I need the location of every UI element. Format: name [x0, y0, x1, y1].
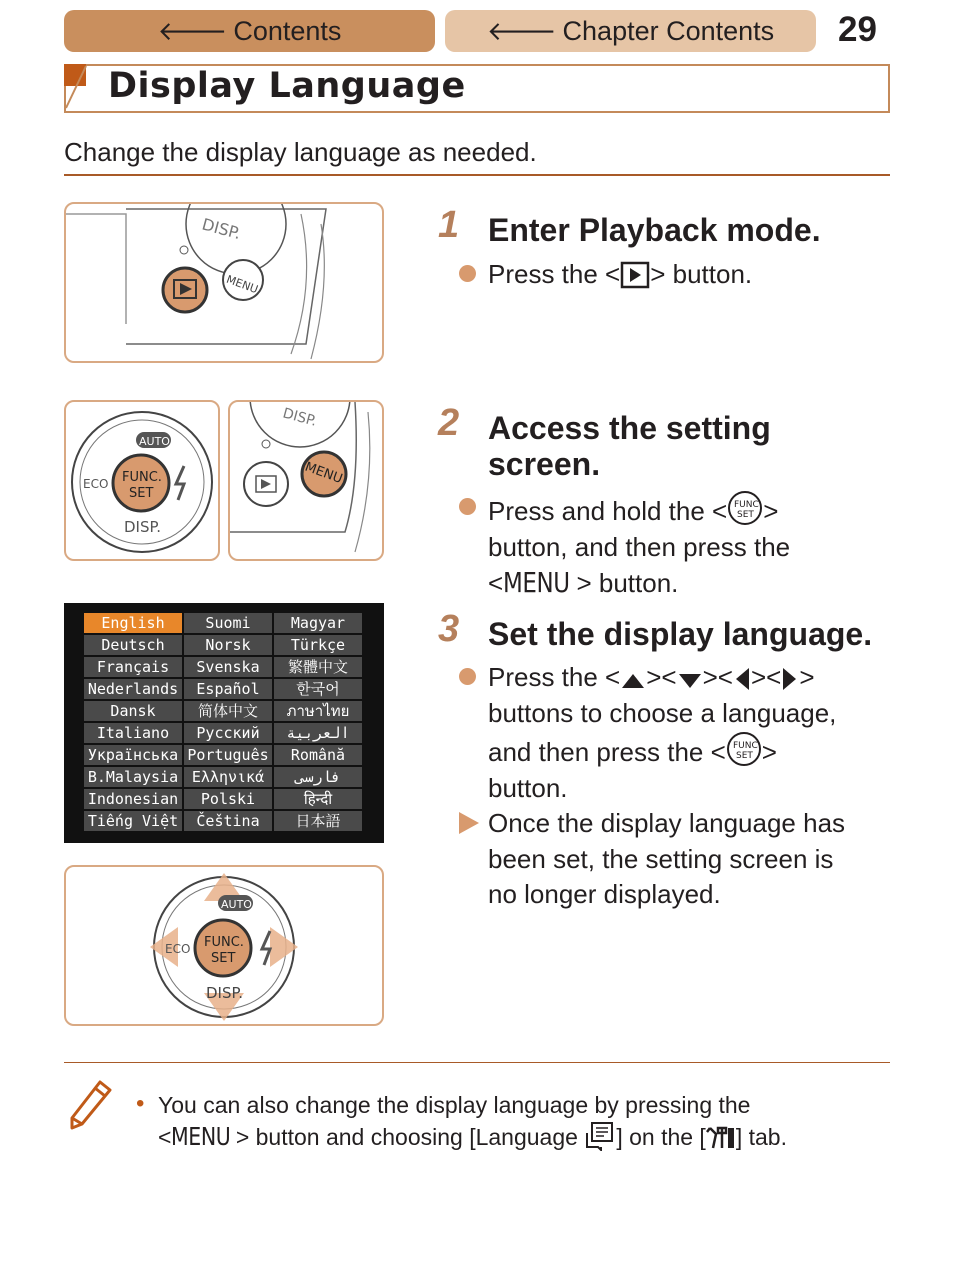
language-option: Deutsch: [101, 636, 165, 654]
bullet-icon: [459, 498, 476, 515]
language-option: B.Malaysia: [87, 768, 179, 786]
svg-text:MENU: MENU: [224, 272, 260, 297]
note-bullet: •: [136, 1090, 145, 1117]
language-option: 日本語: [295, 812, 341, 830]
step-1-number: 1: [438, 204, 460, 246]
disp-label: DISP.: [199, 214, 243, 244]
svg-text:ECO: ECO: [83, 477, 109, 491]
step-3-title: Set the display language.: [488, 616, 873, 652]
language-option: العربية: [286, 724, 350, 742]
contents-tab[interactable]: [64, 10, 435, 52]
svg-text:AUTO: AUTO: [139, 435, 170, 448]
step-3-result: Once the display language has been set, the setting screen is no longer displayed.: [488, 808, 846, 909]
bullet-icon: [459, 265, 476, 282]
arrow-left-icon: 🡐: [157, 15, 228, 46]
language-option: Magyar: [290, 614, 346, 632]
language-icon: [584, 1121, 616, 1151]
language-option: Українська: [87, 746, 179, 764]
bullet-icon: [459, 668, 476, 685]
svg-text:FUNC: FUNC: [732, 741, 758, 751]
svg-text:FUNC.: FUNC.: [122, 470, 162, 485]
arrow-left-icon: 🡐: [486, 15, 557, 46]
svg-text:SET: SET: [737, 510, 755, 520]
camera-playback-illustration: [64, 202, 384, 363]
title-corner-decoration: [64, 64, 104, 112]
language-option: Suomi: [205, 614, 251, 632]
page-number: 29: [838, 10, 877, 49]
arrow-up-icon: [620, 670, 646, 692]
language-option: Русский: [196, 724, 260, 742]
language-option: Español: [196, 680, 260, 698]
svg-text:AUTO: AUTO: [221, 898, 252, 911]
language-option: Čeština: [196, 812, 260, 830]
svg-text:DISP.: DISP.: [124, 518, 161, 536]
language-option: Indonesian: [87, 790, 179, 808]
svg-text:ECO: ECO: [165, 942, 191, 956]
four-way-dial-illustration: [64, 865, 384, 1026]
svg-text:FUNC: FUNC: [734, 500, 759, 510]
divider: [64, 174, 890, 176]
language-option: 繁體中文: [287, 658, 349, 676]
step-3-text: Press the < >< >< >< > buttons to choose a language, and then press the < FUNC SET > button.: [488, 662, 837, 803]
language-option: Svenska: [196, 658, 260, 676]
language-option: Nederlands: [87, 680, 179, 698]
language-option: Română: [290, 746, 346, 764]
page-title: Display Language: [108, 66, 466, 106]
pencil-icon: [66, 1078, 114, 1134]
language-option: Français: [96, 658, 170, 676]
svg-text:SET: SET: [735, 751, 753, 761]
language-option: Türkçe: [290, 636, 346, 654]
chapter-contents-tab[interactable]: [445, 10, 816, 52]
language-selection-screen: [64, 603, 384, 843]
language-option: Dansk: [110, 702, 156, 720]
camera-menu-illustration: [228, 400, 384, 561]
language-option: ภาษาไทย: [286, 702, 350, 720]
svg-text:SET: SET: [211, 951, 236, 966]
language-option: 简体中文: [197, 702, 259, 720]
svg-text:SET: SET: [129, 486, 154, 501]
divider: [64, 1062, 890, 1063]
step-2-number: 2: [438, 402, 460, 444]
chapter-contents-label: Chapter Contents: [562, 15, 775, 46]
intro-text: Change the display language as needed.: [64, 137, 537, 167]
result-arrow-icon: [459, 812, 479, 834]
func-set-dial-illustration: [64, 400, 220, 561]
step-2-text: Press and hold the < FUNC SET > button, and then press the <MENU > button.: [488, 490, 790, 602]
language-option: Ελληνικά: [191, 768, 265, 786]
language-option: Italiano: [96, 724, 170, 742]
arrow-right-icon: [781, 666, 799, 692]
svg-text:FUNC.: FUNC.: [204, 935, 244, 950]
arrow-down-icon: [677, 670, 703, 692]
language-option: English: [101, 614, 165, 632]
svg-text:MENU: MENU: [302, 459, 345, 487]
playback-button-icon: [620, 261, 650, 289]
language-option: 한국어: [296, 680, 340, 698]
func-set-button-icon: [727, 490, 763, 526]
menu-button-label: MENU: [171, 1122, 231, 1151]
contents-label: Contents: [233, 15, 342, 46]
svg-text:DISP.: DISP.: [206, 984, 243, 1002]
language-option: Português: [187, 746, 269, 764]
svg-text:DISP.: DISP.: [280, 405, 319, 430]
language-option: فارسی: [295, 768, 341, 786]
step-3-number: 3: [438, 608, 460, 650]
arrow-left-icon: [733, 666, 751, 692]
menu-button-label: MENU: [503, 566, 570, 599]
language-option: Polski: [200, 790, 256, 808]
language-option: हिन्दी: [303, 790, 333, 808]
step-1-title: Enter Playback mode.: [488, 212, 821, 248]
note-text: You can also change the display language by pressing the <MENU > button and choosing [Language ] on the [ ] tab.: [158, 1092, 787, 1151]
step-2-title: Access the setting screen.: [488, 410, 771, 482]
settings-tools-icon: [706, 1125, 736, 1151]
step-1-text: Press the < > button.: [488, 259, 753, 289]
func-set-button-icon: [726, 731, 762, 767]
language-option: Norsk: [205, 636, 251, 654]
language-option: Tiếng Việt: [87, 812, 179, 830]
